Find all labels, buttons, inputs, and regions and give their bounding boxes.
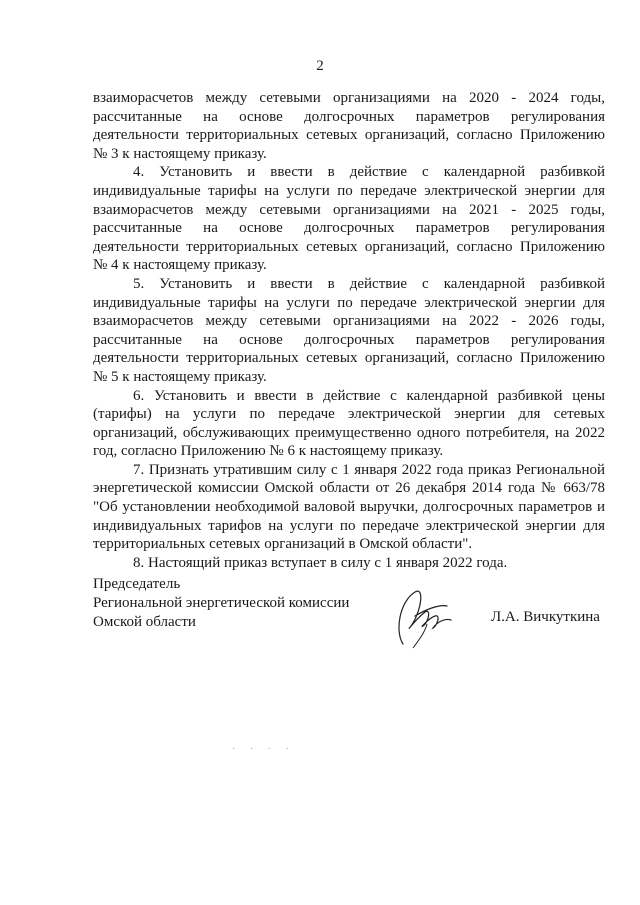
- text-line: взаиморасчетов между сетевыми организациями на 2021 - 2025 годы,: [93, 201, 605, 218]
- scan-artifact: · · · ·: [232, 744, 295, 755]
- signer-name: Л.А. Вичкуткина: [491, 609, 600, 625]
- page-number: 2: [316, 58, 324, 74]
- handwritten-signature: [385, 582, 465, 660]
- document-body: [93, 89, 605, 572]
- text-line: № 4 к настоящему приказу.: [93, 257, 267, 274]
- paragraph-7-start: 7. Признать утратившим силу с 1 января 2022 года приказ Региональной: [133, 461, 605, 478]
- signer-position-line2: Региональной энергетической комиссии: [93, 595, 350, 611]
- text-line: № 3 к настоящему приказу.: [93, 145, 267, 162]
- signer-position-line3: Омской области: [93, 614, 196, 630]
- text-line: рассчитанные на основе долгосрочных параметров регулирования: [93, 220, 605, 237]
- paragraph-5-start: 5. Установить и ввести в действие с календарной разбивкой: [133, 275, 605, 292]
- text-line: год, согласно Приложению № 6 к настоящему приказу.: [93, 443, 444, 460]
- paragraph-4-start: 4. Установить и ввести в действие с календарной разбивкой: [133, 164, 605, 181]
- signer-position-line1: Председатель: [93, 576, 181, 592]
- text-line: деятельности территориальных сетевых организаций, согласно Приложению: [93, 238, 605, 255]
- text-line: рассчитанные на основе долгосрочных параметров регулирования: [93, 331, 605, 348]
- text-line: рассчитанные на основе долгосрочных параметров регулирования: [93, 108, 605, 125]
- text-line: индивидуальные тарифы на услуги по передаче электрической энергии для: [93, 294, 605, 311]
- paragraph-6-start: 6. Установить и ввести в действие с календарной разбивкой цены: [133, 387, 605, 404]
- text-line: деятельности территориальных сетевых организаций, согласно Приложению: [93, 350, 605, 367]
- text-line: взаиморасчетов между сетевыми организациями на 2020 - 2024 годы,: [93, 90, 605, 106]
- text-line: индивидуальные тарифы на услуги по передаче электрической энергии для: [93, 182, 605, 199]
- text-line: № 5 к настоящему приказу.: [93, 368, 267, 385]
- text-line: территориальных сетевых организаций в Омской области".: [93, 536, 473, 553]
- text-line: (тарифы) на услуги по передаче электрической энергии для сетевых: [93, 406, 605, 423]
- text-line: энергетической комиссии Омской области от 26 декабря 2014 года № 663/78: [93, 480, 605, 497]
- text-line: деятельности территориальных сетевых организаций, согласно Приложению: [93, 127, 605, 144]
- text-line: "Об установлении необходимой валовой выручки, долгосрочных параметров и: [93, 499, 605, 516]
- paragraph-8: 8. Настоящий приказ вступает в силу с 1 января 2022 года.: [133, 554, 508, 571]
- text-line: организаций, обслуживающих преимущественно одного потребителя, на 2022: [93, 424, 605, 441]
- text-line: индивидуальных тарифов на услуги по передаче электрической энергии для: [93, 517, 605, 534]
- text-line: взаиморасчетов между сетевыми организациями на 2022 - 2026 годы,: [93, 313, 605, 330]
